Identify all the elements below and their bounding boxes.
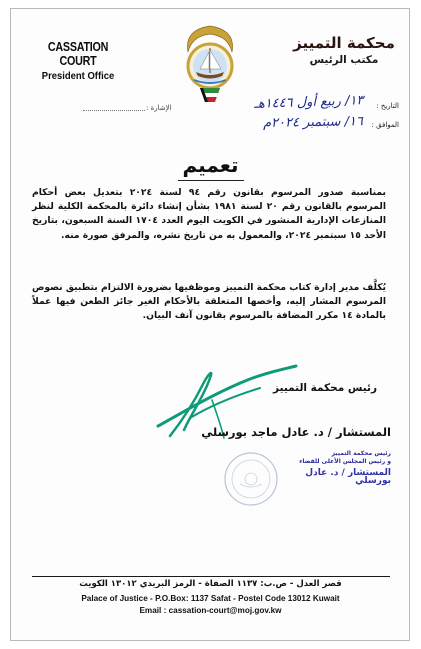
header-english bbox=[28, 40, 128, 82]
handwritten-gregorian-date: ١٦/ سبتمبر ٢٠٢٤م bbox=[262, 114, 364, 131]
reference-label: الإشارة : bbox=[146, 104, 172, 112]
office-name-arabic: مكتب الرئيس bbox=[309, 54, 379, 66]
date-label: التاريخ : bbox=[376, 102, 399, 110]
stamp-line-2: و رئيس المجلس الأعلى للقضاء bbox=[299, 458, 391, 465]
footer-address-english: Palace of Justice - P.O.Box: 1137 Safat - Postel Code 13012 Kuwait bbox=[81, 594, 340, 603]
body-paragraph-2: يُكلَّف مدير إدارة كتاب محكمة التمييز وموظفيها بضرورة الالتزام بتطبيق نصوص المرسوم المشار إليه، وأخصها المتعلقة بالأحكام الغير جائز الطعن فيها عملاً بالمادة ١٤ مكرر المضافة بالمرسوم بقانون آنف البيان. bbox=[32, 282, 386, 322]
signatory-name: المستشار / د. عادل ماجد بورسلي bbox=[201, 425, 391, 439]
title-underline bbox=[178, 180, 244, 181]
reference-dotted-line bbox=[83, 110, 145, 111]
corresponding-date-label: الموافق : bbox=[371, 121, 399, 129]
kuwait-emblem-icon bbox=[182, 22, 238, 106]
official-stamp bbox=[273, 450, 391, 485]
footer-email: Email : cassation-court@moj.gov.kw bbox=[139, 606, 282, 615]
footer-divider bbox=[32, 576, 390, 577]
handwritten-hijri-date: ١٣/ ربيع أول ١٤٤٦هـ bbox=[253, 93, 364, 112]
header-arabic bbox=[289, 34, 399, 66]
footer-address-arabic: قصر العدل - ص.ب: ١١٣٧ الصفاة - الرمز البريدي ١٣٠١٢ الكويت bbox=[79, 579, 342, 589]
stamp-line-1: رئيس محكمة التمييز bbox=[331, 450, 391, 457]
document-title: تعميم bbox=[182, 153, 239, 177]
office-name-english: President Office bbox=[41, 70, 115, 82]
embossed-seal-icon bbox=[222, 450, 280, 508]
court-name-arabic: محكمة التمييز bbox=[293, 34, 395, 52]
court-name-english: CASSATION COURT bbox=[47, 40, 109, 68]
body-paragraph-1: بمناسبة صدور المرسوم بقانون رقم ٩٤ لسنة ٢٠٢٤ بتعديل بعض أحكام المرسوم بالقانون رقم ٢٠ لسنة ١٩٨١ بشأن إنشاء دائرة بالمحكمة الكلية لنظر المنازعات الإدارية المنشور في الكويت اليوم العدد ١٧٠٤ السنة السبعون، بتاريخ الأحد ١٥ سبتمبر ٢٠٢٤، والمعمول به من تاريخ نشره، والمرفق صورة منه. bbox=[32, 187, 386, 241]
signatory-title: رئيس محكمة التمييز bbox=[273, 382, 377, 394]
stamp-line-3: المستشار / د. عادل بورسلي bbox=[305, 468, 391, 486]
